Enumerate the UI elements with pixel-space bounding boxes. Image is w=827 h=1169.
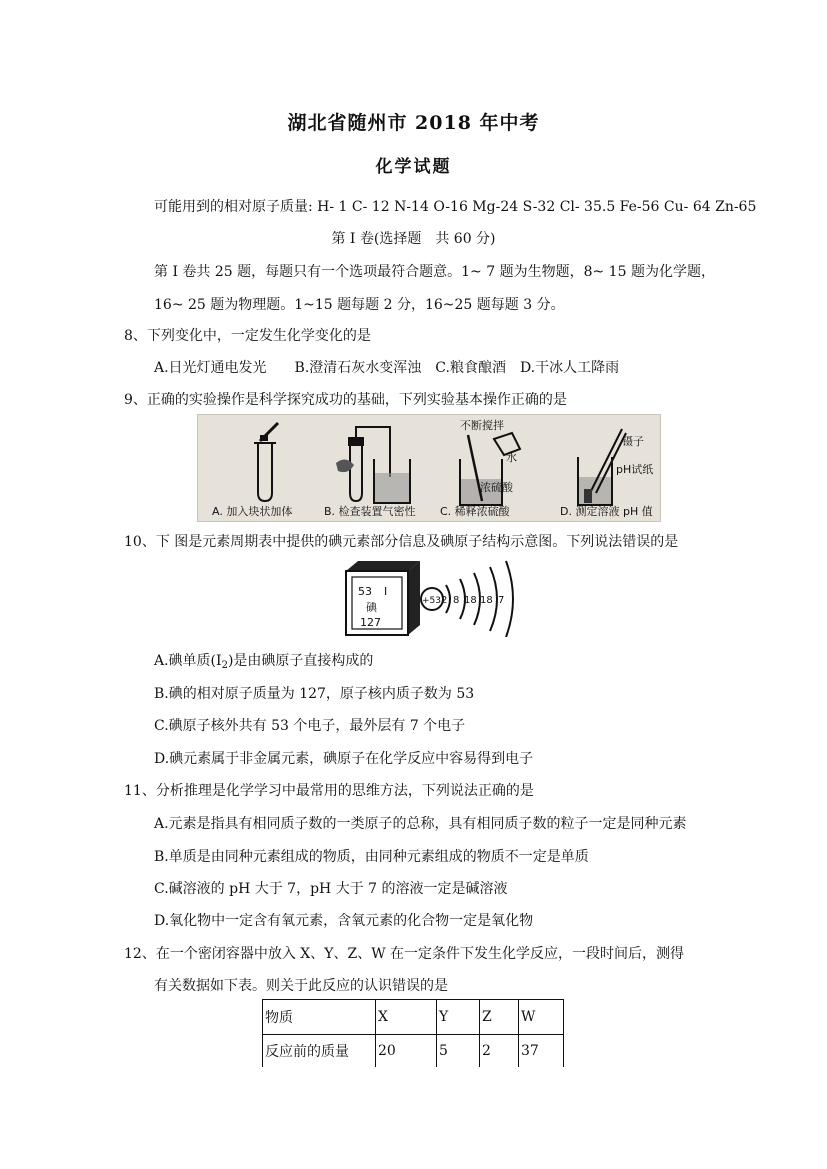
- table-cell: W: [519, 1000, 564, 1035]
- table-cell: Y: [437, 1000, 480, 1035]
- iodine-element-figure: [340, 557, 520, 637]
- table-cell: 37: [519, 1035, 564, 1068]
- figure-label-a: A. 加入块状加体: [212, 505, 293, 518]
- figure-label-b: B. 检查装置气密性: [324, 505, 416, 518]
- q10-option-a-suffix: )是由碘原子直接构成的: [227, 653, 374, 669]
- shell-2-electrons: 8: [453, 595, 460, 606]
- q10-option-a: [154, 650, 373, 671]
- lab-operations-drawing: [198, 415, 660, 521]
- airtight-check-illustration: [336, 427, 410, 503]
- q8-stem: 8、下列变化中，一定发生化学变化的是: [124, 328, 371, 344]
- q10-option-a-prefix: A.碘单质(I: [154, 653, 222, 669]
- tweezers-note: 镊子: [622, 435, 644, 448]
- q10-option-d: D.碘元素属于非金属元素，碘原子在化学反应中容易得到电子: [154, 751, 534, 767]
- iodine-drawing: [340, 557, 520, 637]
- q11-option-c: C.碱溶液的 pH 大于 7，pH 大于 7 的溶液一定是碱溶液: [154, 881, 508, 897]
- q10-option-a-subscript: 2: [221, 660, 228, 671]
- element-name: 碘: [366, 601, 377, 614]
- table-row: [263, 1035, 564, 1068]
- table-cell: Z: [480, 1000, 519, 1035]
- q8-options: A.日光灯通电发光 B.澄清石灰水变浑浊 C.粮食酿酒 D.干冰人工降雨: [154, 360, 620, 376]
- shell-4-electrons: 18: [480, 595, 493, 606]
- page-subtitle: 化学试题: [375, 157, 452, 177]
- shell-3-electrons: 18: [464, 595, 477, 606]
- shell-5-electrons: 7: [498, 595, 505, 606]
- atomic-number: 53: [358, 585, 372, 598]
- table-cell: X: [376, 1000, 437, 1035]
- ph-paper-note: pH试纸: [616, 463, 654, 476]
- instructions-line-2: 16~ 25 题为物理题。1~15 题每题 2 分，16~25 题每题 3 分。: [154, 297, 565, 313]
- table-header-row: [263, 1000, 564, 1035]
- q12-stem-line-1: 12、在一个密闭容器中放入 X、Y、Z、W 在一定条件下发生化学反应，一段时间后，测得: [124, 946, 685, 962]
- table-cell: 2: [480, 1035, 519, 1068]
- q10-option-c: C.碘原子核外共有 53 个电子，最外层有 7 个电子: [154, 718, 466, 734]
- reaction-mass-table: [262, 999, 564, 1067]
- q10-option-b: B.碘的相对原子质量为 127，原子核内质子数为 53: [154, 686, 475, 702]
- shell-1-electrons: 2: [441, 595, 448, 606]
- water-note: 水: [506, 451, 517, 464]
- atomic-masses-line: 可能用到的相对原子质量: H- 1 C- 12 N-14 O-16 Mg-24 S-32 Cl- 35.5 Fe-56 Cu- 64 Zn-65: [154, 199, 757, 215]
- q11-stem: 11、分析推理是化学学习中最常用的思维方法，下列说法正确的是: [124, 783, 534, 799]
- figure-label-c: C. 稀释浓硫酸: [440, 505, 510, 518]
- figure-label-d: D. 测定溶液 pH 值: [560, 505, 653, 518]
- acid-note: 浓硫酸: [480, 481, 513, 494]
- dilute-acid-illustration: [460, 418, 520, 505]
- page-title: 湖北省随州市 2018 年中考: [287, 112, 540, 134]
- periodic-cell-box: [346, 561, 420, 635]
- atom-structure-diagram: [421, 561, 513, 637]
- measure-ph-illustration: [578, 429, 653, 505]
- q11-option-d: D.氧化物中一定含有氧元素，含氧元素的化合物一定是氧化物: [154, 913, 534, 929]
- q11-option-a: A.元素是指具有相同质子数的一类原子的总称，具有相同质子数的粒子一定是同种元素: [154, 816, 687, 832]
- table-cell: 5: [437, 1035, 480, 1068]
- table-cell: 物质: [263, 1000, 376, 1035]
- q9-stem: 9、正确的实验操作是科学探究成功的基础，下列实验基本操作正确的是: [124, 392, 567, 408]
- table-cell: 20: [376, 1035, 437, 1068]
- test-tube-illustration: [254, 423, 278, 501]
- element-symbol: I: [384, 585, 388, 598]
- instructions-line-1: 第 I 卷共 25 题，每题只有一个选项最符合题意。1~ 7 题为生物题，8~ 15 题为化学题，: [154, 264, 715, 280]
- nucleus-charge: +53: [422, 596, 441, 606]
- stir-note: 不断搅拌: [460, 419, 504, 432]
- q11-option-b: B.单质是由同种元素组成的物质，由同种元素组成的物质不一定是单质: [154, 849, 589, 865]
- section-heading: 第 I 卷(选择题 共 60 分): [331, 231, 496, 247]
- q10-stem: 10、下 图是元素周期表中提供的碘元素部分信息及碘原子结构示意图。下列说法错误的是: [124, 534, 679, 550]
- atomic-mass: 127: [360, 616, 381, 629]
- q12-stem-line-2: 有关数据如下表。则关于此反应的认识错误的是: [154, 978, 448, 994]
- table-cell: 反应前的质量: [263, 1035, 376, 1068]
- lab-operations-figure: [197, 414, 661, 522]
